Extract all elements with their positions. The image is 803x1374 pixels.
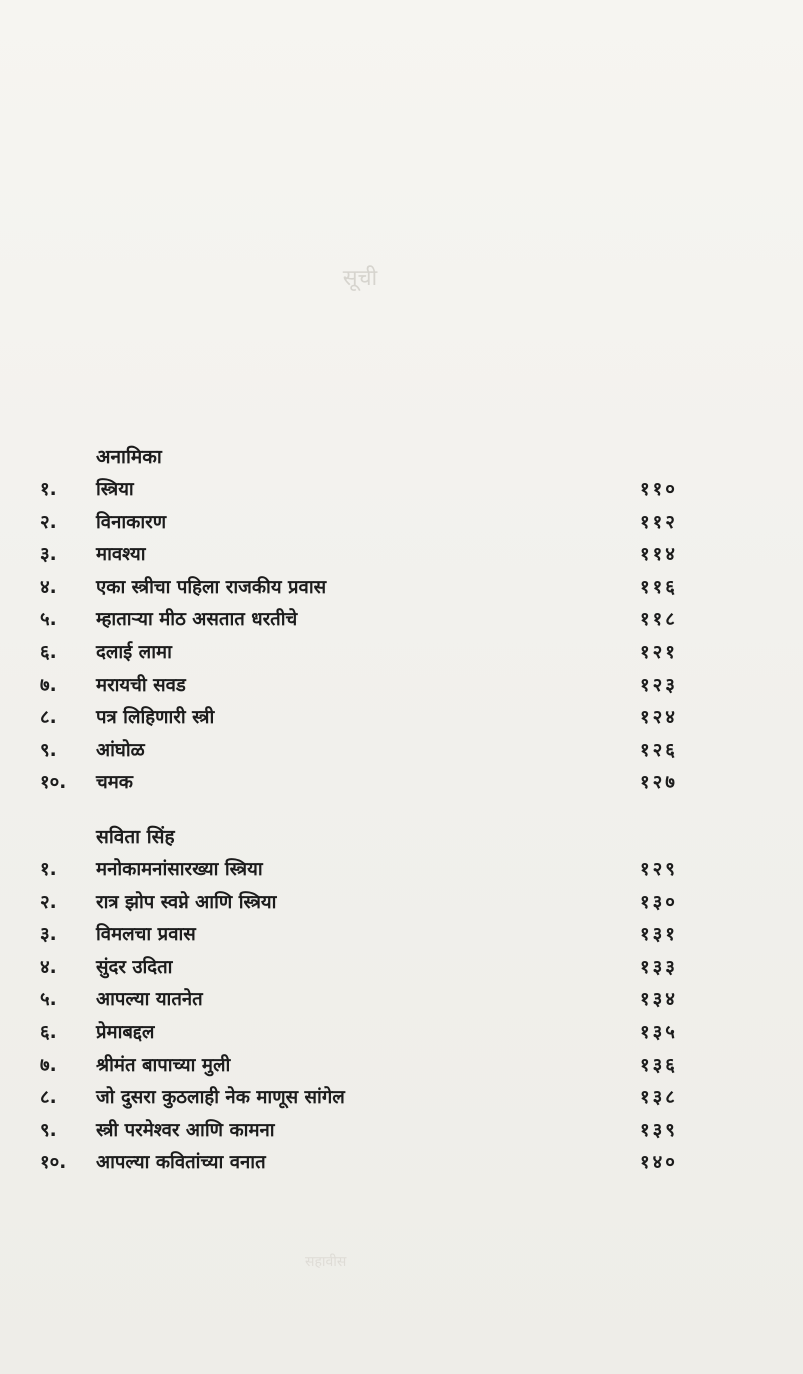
toc-page-number: १२९: [640, 859, 678, 880]
toc-row: [40, 887, 740, 920]
toc-title: रात्र झोप स्वप्ने आणि स्त्रिया: [96, 891, 277, 913]
section-title: अनामिका: [96, 446, 162, 468]
toc-page-number: १२३: [640, 674, 678, 696]
toc-title: विमलचा प्रवास: [96, 924, 196, 946]
toc-title: आपल्या यातनेत: [96, 989, 203, 1011]
toc-page-number: १३०: [640, 891, 678, 913]
section-title: सविता सिंह: [96, 826, 175, 848]
page-footer-faint: सहावीस: [305, 1254, 347, 1270]
toc-row: [40, 604, 740, 637]
toc-page-number: ११२: [640, 511, 678, 533]
toc-number: २.: [40, 891, 57, 913]
toc-title: स्त्री परमेश्वर आणि कामना: [96, 1119, 275, 1141]
toc-number: ५.: [40, 989, 57, 1011]
toc-row: [40, 474, 740, 507]
toc-number: १.: [40, 479, 57, 500]
toc-title: जो दुसरा कुठलाही नेक माणूस सांगेल: [96, 1087, 345, 1109]
toc-row: [40, 1050, 740, 1083]
toc-title: श्रीमंत बापाच्या मुली: [96, 1054, 231, 1076]
toc-row: [40, 507, 740, 540]
toc-section-savita-singh: [40, 820, 740, 1180]
toc-row: [40, 1082, 740, 1115]
toc-number: ३.: [40, 544, 57, 566]
toc-number: ५.: [40, 609, 57, 631]
toc-page-number: १२४: [640, 707, 678, 729]
toc-page-number: ११६: [640, 576, 678, 598]
toc-row: [40, 919, 740, 952]
toc-page-number: १२६: [640, 739, 678, 761]
toc-page-number: १३८: [640, 1087, 678, 1109]
toc-number: २.: [40, 511, 57, 533]
toc-row: [40, 767, 740, 800]
toc-number: ७.: [40, 1054, 57, 1076]
toc-number: ७.: [40, 674, 57, 696]
toc-number: ९.: [40, 739, 57, 761]
toc-title: एका स्त्रीचा पहिला राजकीय प्रवास: [96, 576, 327, 598]
toc-number: ९.: [40, 1119, 57, 1141]
toc-page-number: ११४: [640, 544, 678, 566]
toc-row: [40, 735, 740, 768]
toc-title: स्त्रिया: [96, 479, 134, 500]
toc-number: १०.: [40, 1152, 67, 1174]
toc-row: [40, 637, 740, 670]
toc-title: दलाई लामा: [96, 641, 172, 663]
toc-number: ६.: [40, 1021, 57, 1043]
toc-title: आपल्या कवितांच्या वनात: [96, 1152, 266, 1174]
toc-title: प्रेमाबद्दल: [96, 1021, 155, 1043]
toc-row: [40, 670, 740, 703]
toc-title: पत्र लिहिणारी स्त्री: [96, 707, 215, 729]
toc-page-number: १३४: [640, 989, 678, 1011]
toc-row: [40, 854, 740, 887]
toc-title: मनोकामनांसारख्या स्त्रिया: [96, 859, 263, 880]
toc-page-number: १३९: [640, 1119, 678, 1141]
toc-row: [40, 952, 740, 985]
toc-title: म्हाताऱ्या मीठ असतात धरतीचे: [96, 609, 298, 631]
toc-page-number: १३१: [640, 924, 678, 946]
toc-page-number: १३३: [640, 956, 678, 978]
toc-row: [40, 1147, 740, 1180]
page-heading-faint: सूची: [342, 266, 378, 291]
toc-row: [40, 1017, 740, 1050]
toc-title: चमक: [96, 772, 134, 794]
toc-number: ४.: [40, 576, 57, 598]
toc-page-number: १३६: [640, 1054, 678, 1076]
toc-number: ८.: [40, 1087, 57, 1109]
toc-title: आंघोळ: [96, 739, 145, 761]
toc-page-number: १४०: [640, 1152, 678, 1174]
toc-row: [40, 572, 740, 605]
toc-page-number: १२७: [640, 772, 678, 794]
toc-title: सुंदर उदिता: [96, 956, 173, 978]
toc-number: ६.: [40, 641, 57, 663]
toc-title: मरायची सवड: [96, 674, 186, 696]
toc-number: ३.: [40, 924, 57, 946]
toc-number: १०.: [40, 772, 67, 794]
toc-page-number: १२१: [640, 641, 678, 663]
toc-page-number: ११०: [640, 479, 678, 500]
toc-title: विनाकारण: [96, 511, 167, 533]
toc-row: [40, 984, 740, 1017]
toc-page-number: ११८: [640, 609, 678, 631]
toc-number: १.: [40, 859, 57, 880]
toc-row: [40, 539, 740, 572]
toc-number: ४.: [40, 956, 57, 978]
toc-section-anamika: [40, 440, 740, 800]
toc-row: [40, 702, 740, 735]
toc-title: मावश्या: [96, 544, 146, 566]
toc-row: [40, 1115, 740, 1148]
toc-number: ८.: [40, 707, 57, 729]
toc-page-number: १३५: [640, 1021, 678, 1043]
